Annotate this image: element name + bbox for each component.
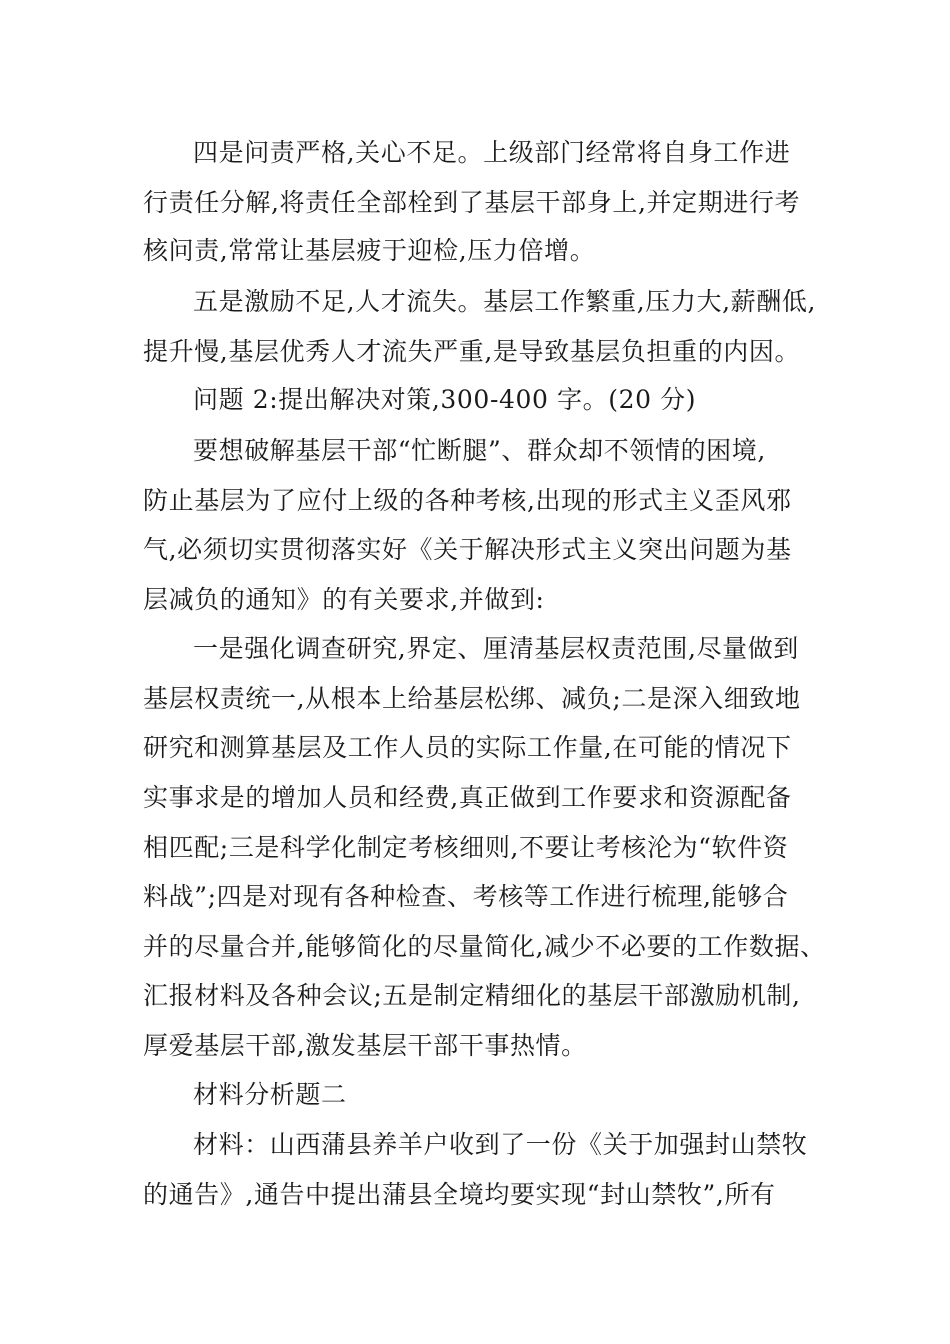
text-line: 防止基层为了应付上级的各种考核,出现的形式主义歪风邪 <box>143 486 792 515</box>
text-line: 一是强化调查研究,界定、厘清基层权责范围,尽量做到 <box>193 634 799 663</box>
text-line: 汇报材料及各种会议;五是制定精细化的基层干部激励机制, <box>143 981 801 1010</box>
section-heading: 材料分析题二 <box>193 1080 347 1109</box>
text-line: 基层权责统一,从根本上给基层松绑、减负;二是深入细致地 <box>143 684 801 713</box>
section-heading: 问题 2:提出解决对策,300-400 字。(20 分) <box>193 385 697 414</box>
text-line: 五是激励不足,人才流失。基层工作繁重,压力大,薪酬低, <box>193 287 816 316</box>
text-line: 气,必须切实贯彻落实好《关于解决形式主义突出问题为基 <box>143 535 792 564</box>
text-line: 实事求是的增加人员和经费,真正做到工作要求和资源配备 <box>143 783 792 812</box>
text-line: 的通告》,通告中提出蒲县全境均要实现“封山禁牧”,所有 <box>143 1180 776 1209</box>
text-line: 核问责,常常让基层疲于迎检,压力倍增。 <box>143 236 596 265</box>
text-line: 并的尽量合并,能够简化的尽量简化,减少不必要的工作数据、 <box>143 932 826 961</box>
text-line: 料战”;四是对现有各种检查、考核等工作进行梳理,能够合 <box>143 882 789 911</box>
text-line: 厚爱基层干部,激发基层干部干事热情。 <box>143 1031 587 1060</box>
text-line: 要想破解基层干部“忙断腿”、群众却不领情的困境, <box>193 436 766 465</box>
text-line: 层减负的通知》的有关要求,并做到: <box>143 585 545 614</box>
text-line: 研究和测算基层及工作人员的实际工作量,在可能的情况下 <box>143 733 792 762</box>
text-line: 材料：山西蒲县养羊户收到了一份《关于加强封山禁牧 <box>193 1130 808 1159</box>
text-line: 四是问责严格,关心不足。上级部门经常将自身工作进 <box>193 138 791 167</box>
text-line: 提升慢,基层优秀人才流失严重,是导致基层负担重的内因。 <box>143 337 801 366</box>
text-line: 行责任分解,将责任全部栓到了基层干部身上,并定期进行考 <box>143 188 801 217</box>
text-line: 相匹配;三是科学化制定考核细则,不要让考核沦为“软件资 <box>143 833 789 862</box>
